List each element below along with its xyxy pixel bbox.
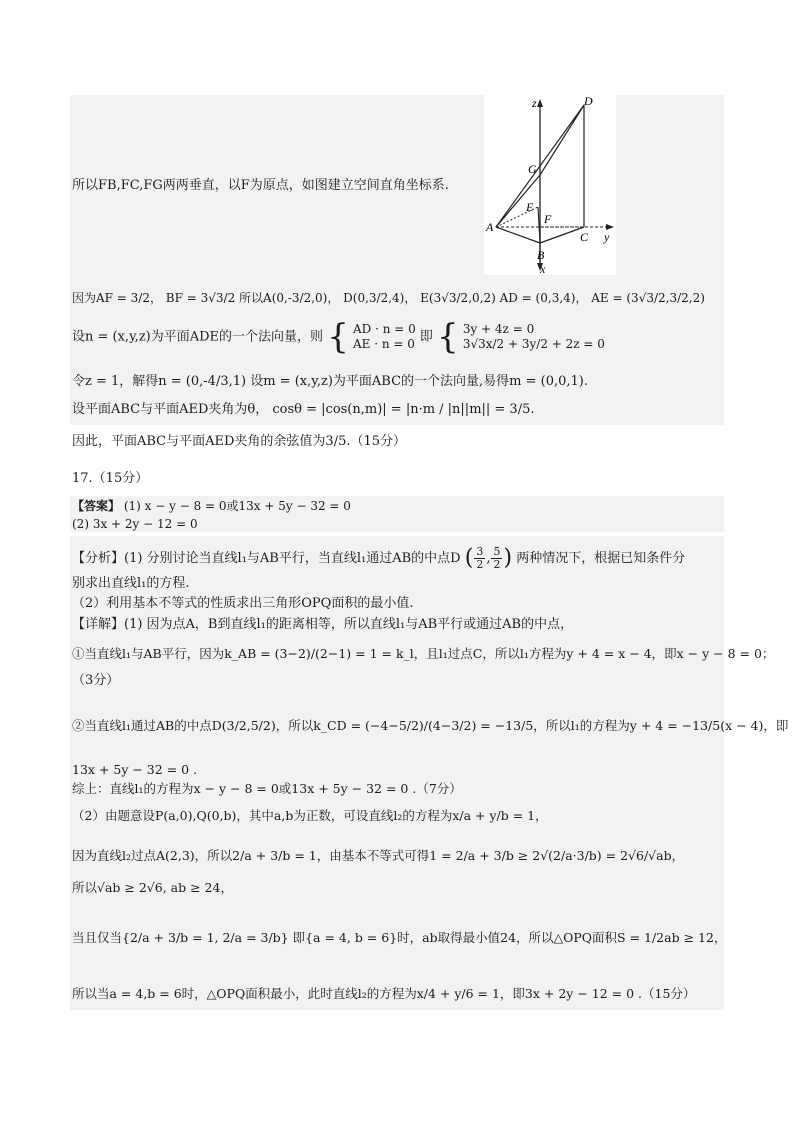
frac-5-2: $\frac{5}{2}$ — [493, 545, 501, 571]
case2-text: ②当直线l₁通过AB的中点D(3/2,5/2)，所以k_CD = (−4−5/2)/(4−3/2) = −13/5，所以l₁的方程为y + 4 = −13/5(x − 4)，即 — [72, 718, 789, 733]
analysis-line-3 — [72, 596, 413, 612]
part2-ineq-text: 因为直线l₂过点A(2,3)，所以2/a + 3/b = 1，由基本不等式可得1 = 2/a + 3/b ≥ 2√(2/a·3/b) = 2√6/√ab， — [72, 848, 685, 863]
analysis-text-a: 【分析】(1) 分别讨论当直线l₁与AB平行，当直线l₁通过AB的中点D — [72, 551, 461, 566]
answer-line-2 — [72, 516, 198, 532]
coordinates-line — [72, 290, 705, 306]
normal-ie: 即 — [419, 329, 433, 345]
paren-right: ) — [503, 545, 513, 571]
angle-text: 设平面ABC与平面AED夹角为θ， cosθ = |cos(n,m)| = |n·m / |n||m|| = 3/5. — [72, 402, 535, 417]
analysis-line-1: 【分析】(1) 分别讨论当直线l₁与AB平行，当直线l₁通过AB的中点D ( $\frac{3}{2}$ , $\frac{5}{2}$ ) 两种情况下，根据已知条件分 — [72, 545, 686, 571]
system2-eq-1: 3y + 4z = 0 — [462, 322, 535, 336]
label-f: F — [544, 212, 552, 226]
conclusion-text: 因此，平面ABC与平面AED夹角的余弦值为3/5.（15分） — [72, 434, 407, 449]
part2-final-text: 所以当a = 4,b = 6时，△OPQ面积最小，此时直线l₂的方程为x/4 + y/6 = 1，即3x + 2y − 12 = 0 .（15分） — [72, 986, 696, 1001]
normal-vector-line — [72, 317, 605, 357]
solve-line — [72, 374, 588, 390]
case2-result-line — [72, 762, 197, 778]
solve-text: 令z = 1，解得n = (0,-4/3,1) 设m = (x,y,z)为平面ABC的一个法向量,易得m = (0,0,1). — [72, 374, 588, 389]
system-brace: { — [327, 317, 349, 357]
answer-1: (1) x − y − 8 = 0或13x + 5y − 32 = 0 — [123, 499, 351, 513]
label-a: A — [486, 220, 494, 234]
analysis-line-2 — [72, 576, 190, 592]
label-c: C — [580, 230, 589, 244]
label-y: y — [604, 230, 610, 244]
system-eq-1: AD · n = 0 — [352, 322, 416, 336]
coordinate-diagram — [484, 95, 616, 275]
label-x: x — [540, 262, 546, 275]
case1-line — [72, 646, 774, 662]
system2-eq-2: 3√3x/2 + 3y/2 + 2z = 0 — [462, 337, 605, 351]
case1-score: （3分） — [72, 673, 120, 688]
part2-equality-line — [72, 930, 726, 946]
question-17-header — [72, 471, 148, 487]
case1-text: ①当直线l₁与AB平行，因为k_AB = (3−2)/(2−1) = 1 = k_l，且l₁过点C，所以l₁方程为y + 4 = x − 4，即x − y − 8 = 0； — [72, 646, 775, 661]
normal-vector-text: 设n = (x,y,z)为平面ADE的一个法向量，则 — [72, 329, 324, 345]
question-number: 17.（15分） — [72, 471, 149, 486]
part2-equality-text: 当且仅当{2/a + 3/b = 1, 2/a = 3/b} 即{a = 4, b = 6}时，ab取得最小值24，所以△OPQ面积S = 1/2ab ≥ 12， — [72, 930, 727, 945]
case2-line — [72, 718, 788, 734]
conclusion-line — [72, 434, 406, 450]
part2-setup-text: （2）由题意设P(a,0),Q(0,b)，其中a,b为正数，可设直线l₂的方程为x/a + y/b = 1， — [72, 808, 548, 823]
paren-left: ( — [464, 545, 474, 571]
answer-label: 【答案】 — [72, 499, 121, 513]
system-sentence: 所以FB,FC,FG两两垂直，以F为原点，如图建立空间直角坐标系. — [72, 178, 449, 193]
system-brace-2: { — [437, 317, 459, 357]
label-g: G — [528, 162, 537, 176]
part2-result-text: 所以√ab ≥ 2√6, ab ≥ 24， — [72, 880, 233, 895]
label-b: B — [537, 248, 545, 262]
normal-system-2 — [463, 322, 605, 352]
geometry-figure — [484, 95, 616, 275]
coordinates-text: 因为AF = 3/2， BF = 3√3/2 所以A(0,-3/2,0)， D(0,3/2,4)， E(3√3/2,0,2) AD = (0,3,4)， AE = (3√3/2,3/2,2) — [72, 291, 705, 305]
case1-score-line — [72, 673, 119, 689]
detail-text: 【详解】(1) 因为点A，B到直线l₁的距离相等，所以直线l₁与AB平行或通过AB的中点， — [72, 617, 574, 632]
answer-line-1 — [72, 498, 351, 514]
label-d: D — [584, 95, 593, 108]
label-e: E — [526, 200, 534, 214]
system-eq-2: AE · n = 0 — [352, 337, 415, 351]
analysis-text-2: （2）利用基本不等式的性质求出三角形OPQ面积的最小值. — [72, 596, 414, 611]
normal-system — [353, 322, 416, 352]
detail-line-1 — [72, 617, 573, 633]
angle-line — [72, 402, 535, 418]
summary-text: 综上：直线l₁的方程为x − y − 8 = 0或13x + 5y − 32 = 0 .（7分） — [72, 781, 462, 796]
part2-final-line — [72, 986, 695, 1002]
coordinate-system-text — [72, 178, 449, 194]
part2-setup-line — [72, 808, 548, 824]
case2-result: 13x + 5y − 32 = 0 . — [72, 762, 198, 777]
frac-3-2: $\frac{3}{2}$ — [476, 545, 484, 571]
label-z: z — [532, 96, 537, 110]
summary-line — [72, 781, 462, 797]
part2-result-line — [72, 880, 233, 896]
analysis-text-b: 两种情况下，根据已知条件分 — [516, 551, 686, 566]
part2-ineq-line — [72, 848, 684, 864]
analysis-text-c: 别求出直线l₁的方程. — [72, 576, 190, 591]
answer-2: (2) 3x + 2y − 12 = 0 — [72, 517, 198, 531]
